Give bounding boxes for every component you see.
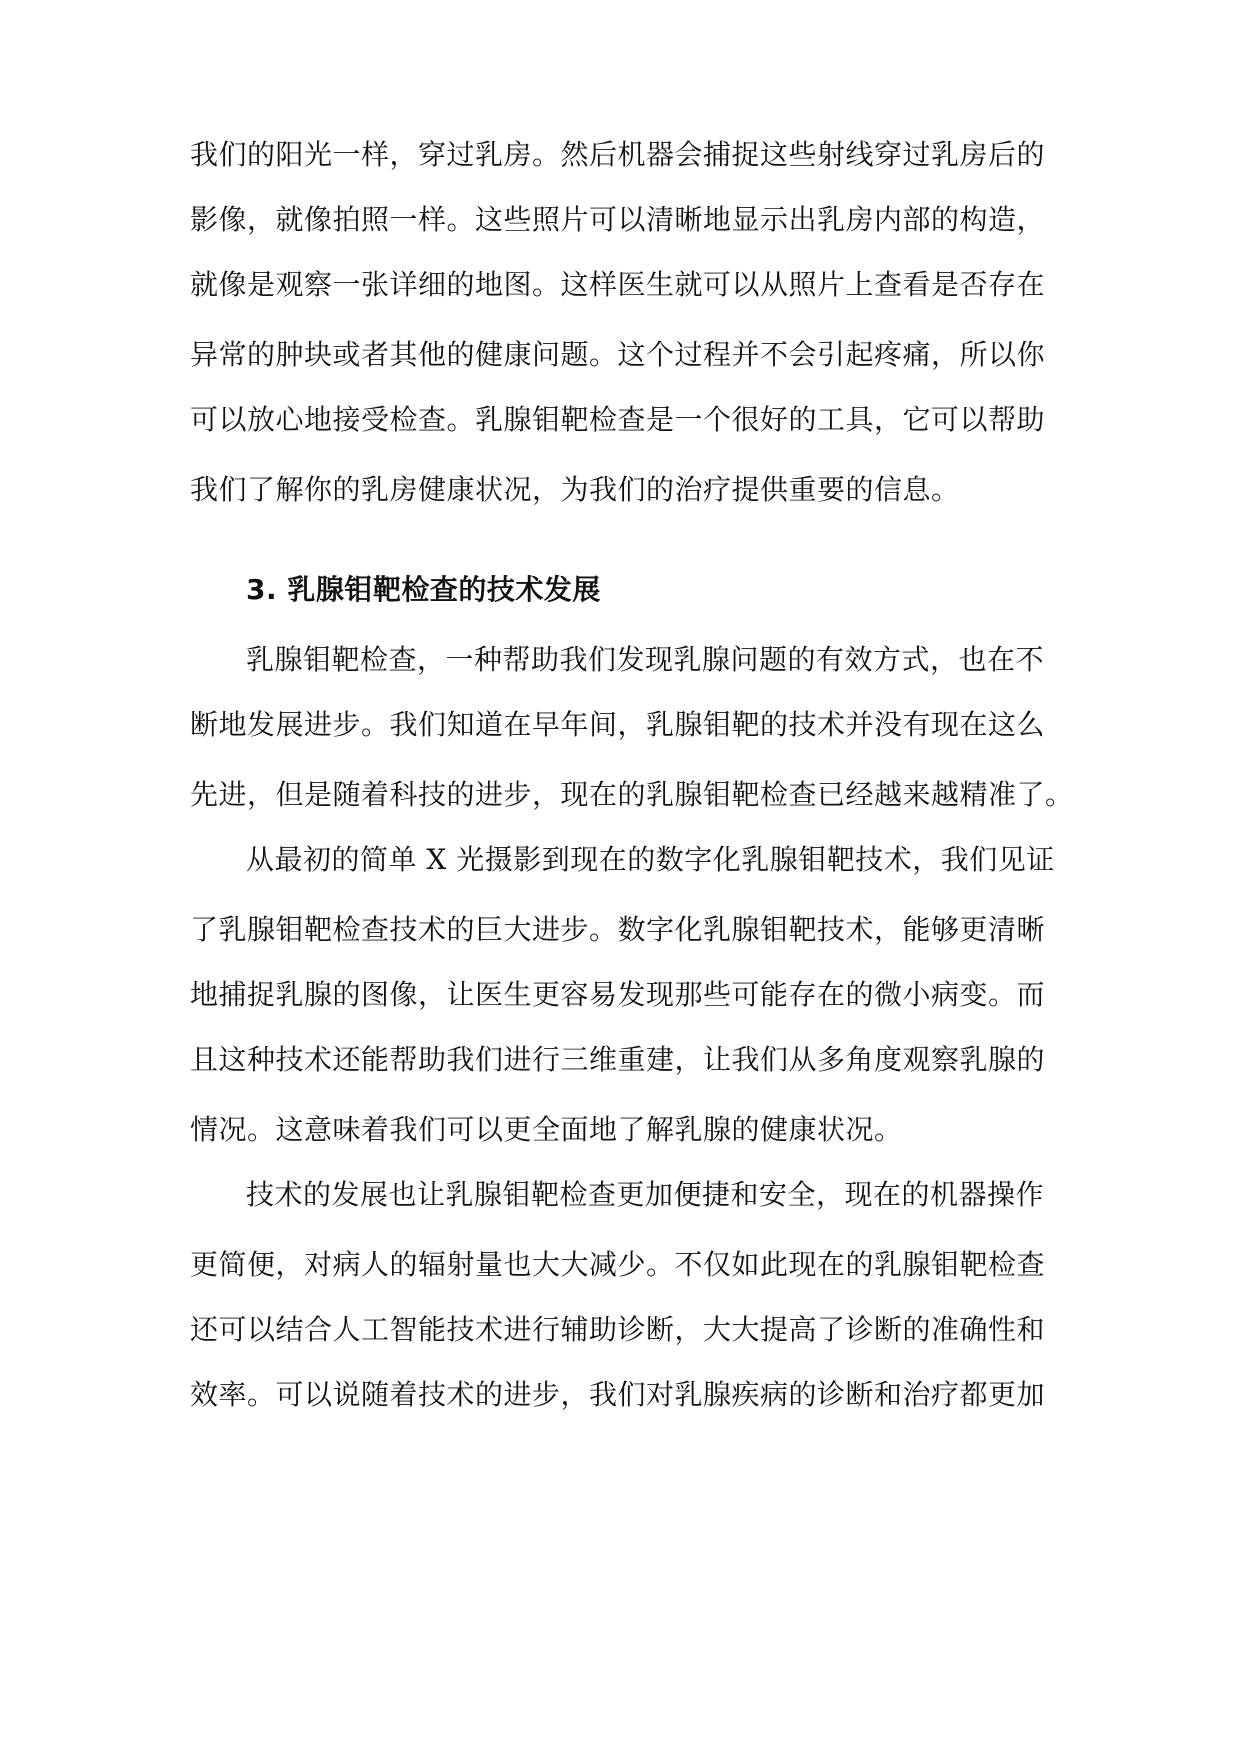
paragraph-2-line: 乳腺钼靶检查，一种帮助我们发现乳腺问题的有效方式，也在不: [246, 643, 1045, 676]
paragraph-1-line: 可以放心地接受检查。乳腺钼靶检查是一个很好的工具，它可以帮助: [190, 403, 1046, 436]
paragraph-3-line: 从最初的简单 X 光摄影到现在的数字化乳腺钼靶技术，我们见证: [246, 843, 1055, 876]
paragraph-1-line: 影像，就像拍照一样。这些照片可以清晰地显示出乳房内部的构造，: [190, 203, 1046, 236]
paragraph-4-line: 技术的发展也让乳腺钼靶检查更加便捷和安全，现在的机器操作: [246, 1178, 1045, 1211]
paragraph-1-line: 异常的肿块或者其他的健康问题。这个过程并不会引起疼痛，所以你: [190, 338, 1046, 371]
paragraph-1-line: 就像是观察一张详细的地图。这样医生就可以从照片上查看是否存在: [190, 268, 1046, 301]
section-heading: 3. 乳腺钼靶检查的技术发展: [246, 573, 601, 606]
paragraph-1-line: 我们了解你的乳房健康状况，为我们的治疗提供重要的信息。: [190, 473, 960, 506]
paragraph-2-line: 先进，但是随着科技的进步，现在的乳腺钼靶检查已经越来越精准了。: [190, 778, 1074, 811]
paragraph-2-line: 断地发展进步。我们知道在早年间，乳腺钼靶的技术并没有现在这么: [190, 708, 1046, 741]
paragraph-3-line: 且这种技术还能帮助我们进行三维重建，让我们从多角度观察乳腺的: [190, 1043, 1046, 1076]
paragraph-4-line: 效率。可以说随着技术的进步，我们对乳腺疾病的诊断和治疗都更加: [190, 1378, 1046, 1411]
paragraph-3-line: 地捕捉乳腺的图像，让医生更容易发现那些可能存在的微小病变。而: [190, 978, 1046, 1011]
paragraph-1-line: 我们的阳光一样，穿过乳房。然后机器会捕捉这些射线穿过乳房后的: [190, 138, 1046, 171]
paragraph-3-line: 了乳腺钼靶检查技术的巨大进步。数字化乳腺钼靶技术，能够更清晰: [190, 913, 1046, 946]
paragraph-3-line: 情况。这意味着我们可以更全面地了解乳腺的健康状况。: [190, 1113, 903, 1146]
paragraph-4-line: 更简便，对病人的辐射量也大大减少。不仅如此现在的乳腺钼靶检查: [190, 1248, 1046, 1281]
paragraph-4-line: 还可以结合人工智能技术进行辅助诊断，大大提高了诊断的准确性和: [190, 1313, 1046, 1346]
